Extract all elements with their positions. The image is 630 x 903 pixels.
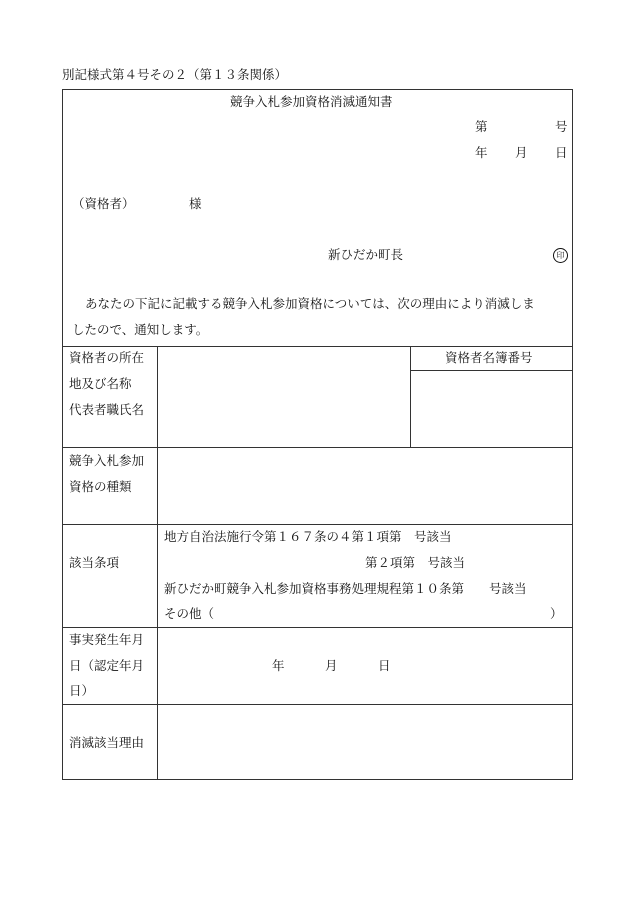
- body-text-line2: したので、通知します。: [72, 322, 209, 337]
- column-divider: [410, 346, 411, 447]
- address-label-line1: 資格者の所在: [69, 350, 145, 365]
- honorific: 様: [189, 196, 202, 211]
- clause-label: 該当条項: [69, 555, 120, 570]
- document-title: 競争入札参加資格消滅通知書: [230, 94, 393, 109]
- clause-line3: 新ひだか町競争入札参加資格事務処理規程第１０条第 号該当: [164, 581, 527, 596]
- number-prefix: 第: [475, 119, 488, 134]
- qualification-type-label-line1: 競争入札参加: [69, 453, 145, 468]
- fact-date-day: 日: [378, 658, 391, 673]
- column-divider: [157, 346, 158, 780]
- date-day-label: 日: [555, 145, 568, 160]
- divider: [62, 627, 573, 628]
- clause-line1: 地方自治法施行令第１６７条の４第１項第 号該当: [164, 529, 452, 544]
- fact-date-year: 年: [272, 658, 285, 673]
- address-label-line2: 地及び名称: [69, 376, 132, 391]
- qualification-type-label-line2: 資格の種類: [69, 479, 132, 494]
- fact-date-label-line2: 日（認定年月: [69, 658, 145, 673]
- address-label-line3: 代表者職氏名: [69, 402, 145, 417]
- clause-other-open: その他（: [164, 606, 215, 621]
- body-text-line1: あなたの下記に記載する競争入札参加資格については、次の理由により消滅しま: [85, 296, 535, 311]
- date-month-label: 月: [515, 145, 528, 160]
- form-identifier: 別記様式第４号その２（第１３条関係）: [62, 67, 288, 82]
- divider: [410, 370, 573, 371]
- divider: [62, 346, 573, 347]
- reason-label: 消滅該当理由: [69, 735, 145, 750]
- fact-date-label-line3: 日）: [69, 683, 95, 698]
- addressee-label: （資格者）: [72, 196, 135, 211]
- seal-icon: 印: [553, 248, 568, 263]
- notice-form: [62, 89, 573, 780]
- date-year-label: 年: [475, 145, 488, 160]
- fact-date-month: 月: [325, 658, 338, 673]
- sender-name: 新ひだか町長: [328, 247, 404, 262]
- register-number-label: 資格者名簿番号: [445, 350, 533, 365]
- divider: [62, 704, 573, 705]
- divider: [62, 524, 573, 525]
- fact-date-label-line1: 事実発生年月: [69, 632, 145, 647]
- clause-line2: 第２項第 号該当: [365, 555, 466, 570]
- clause-other-close: ）: [550, 606, 563, 621]
- divider: [62, 447, 573, 448]
- seal-mark: [553, 248, 568, 263]
- number-suffix: 号: [555, 119, 568, 134]
